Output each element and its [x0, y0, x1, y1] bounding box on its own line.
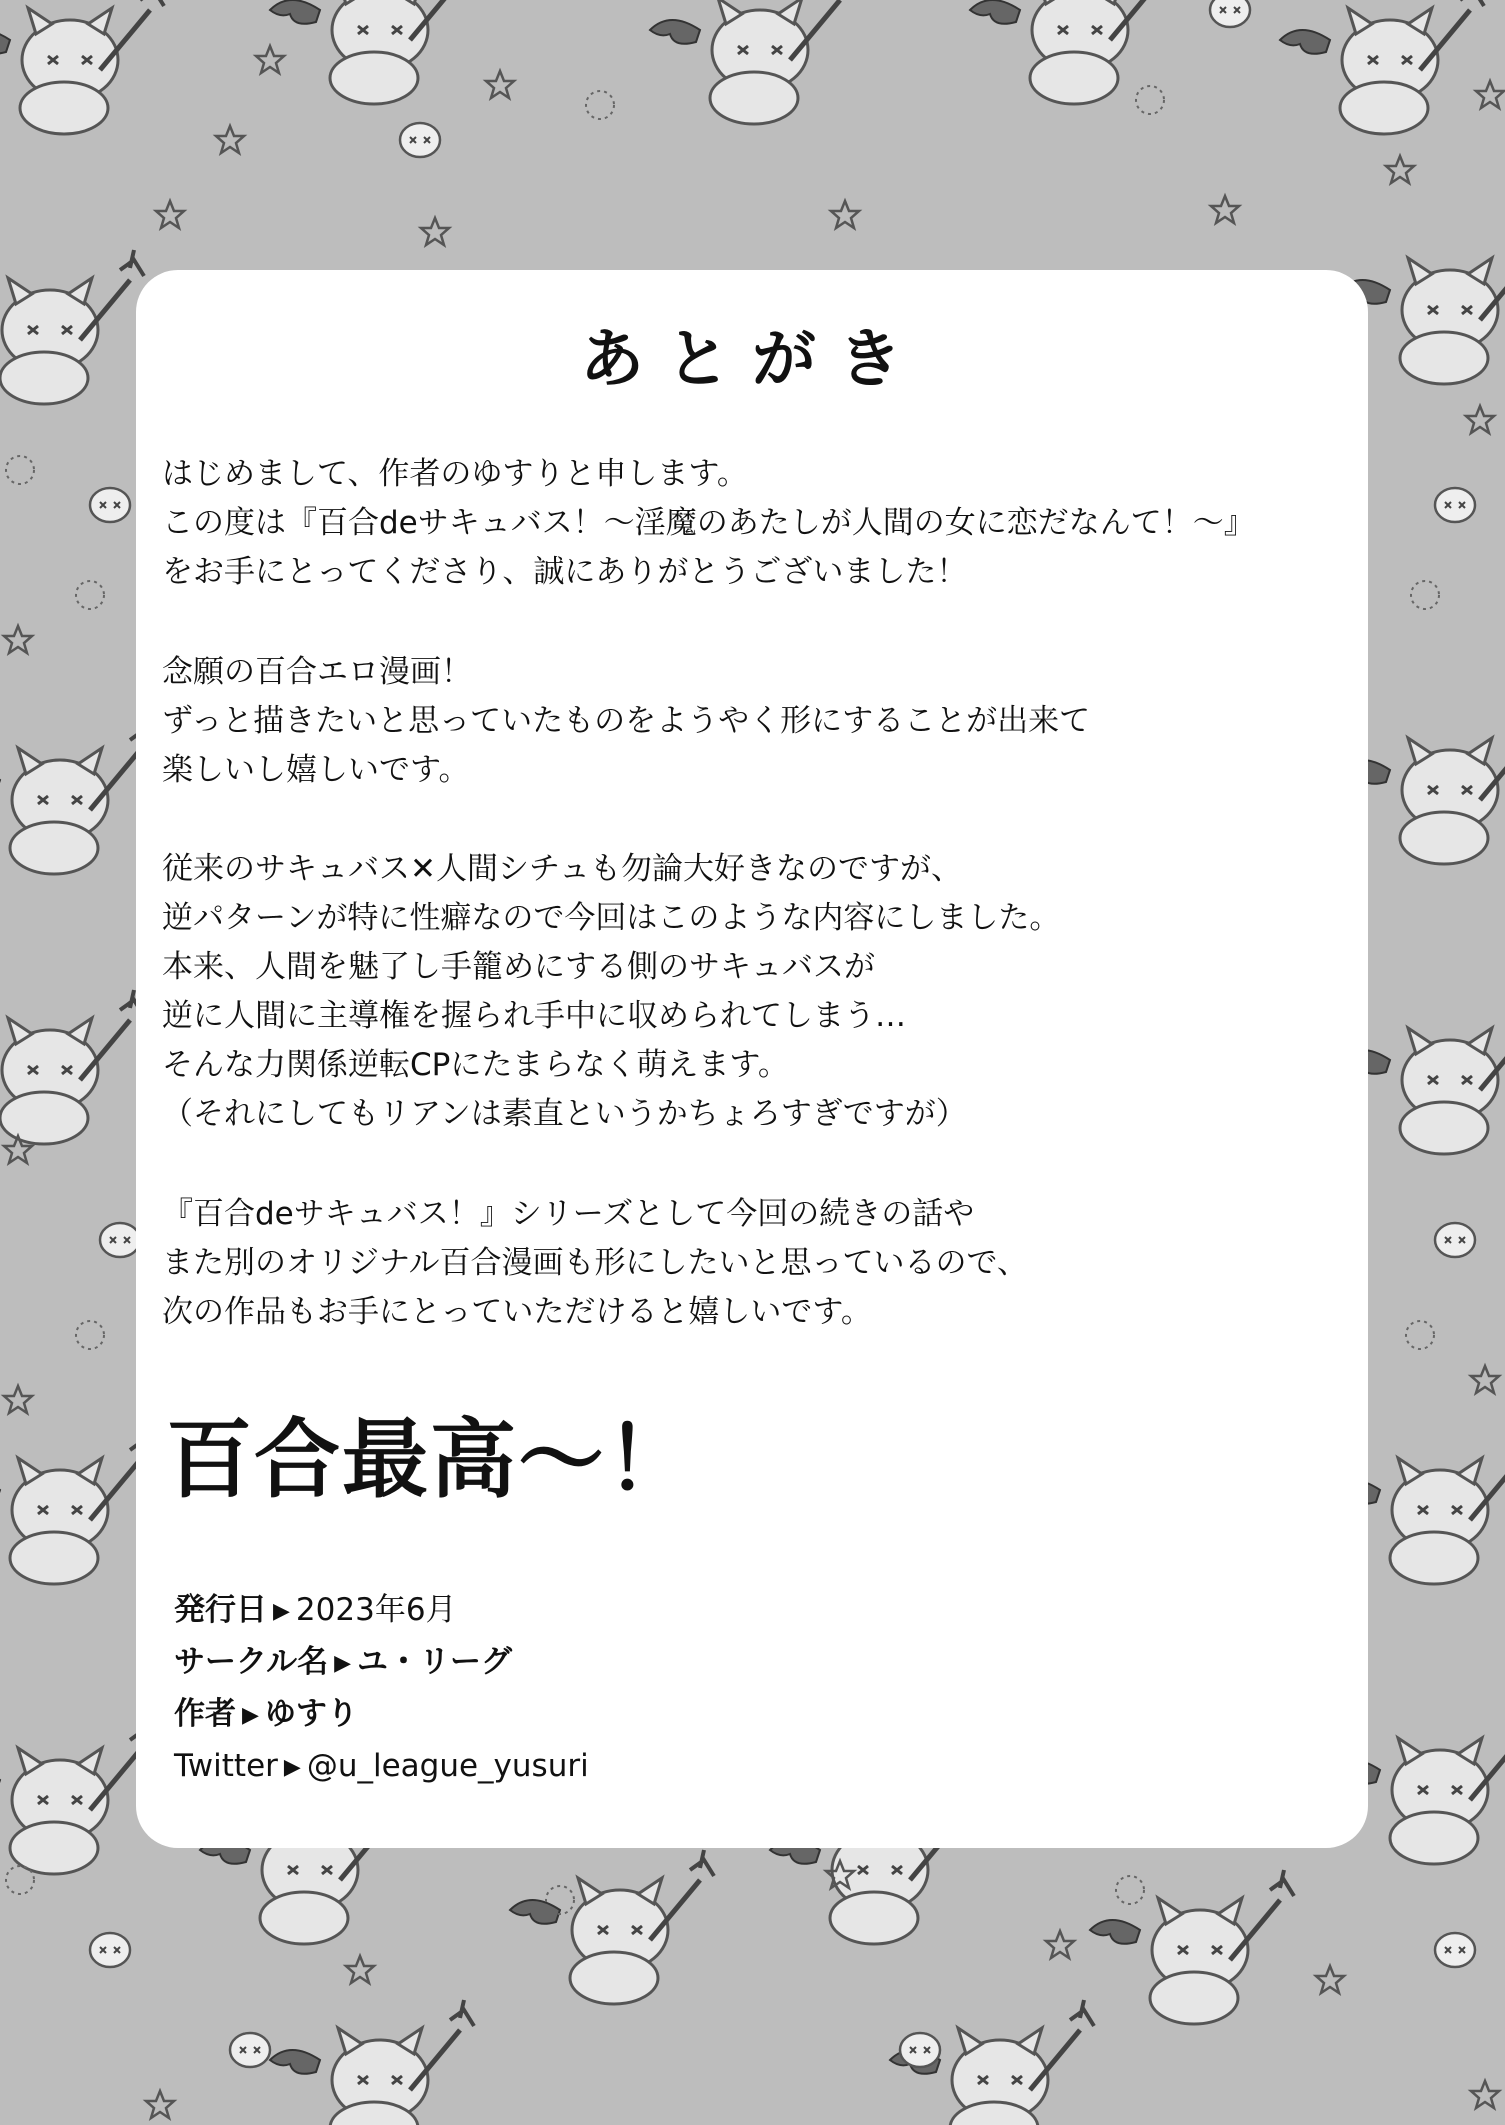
colophon-row-circle: [174, 1637, 589, 1689]
colophon-label: 発行日: [174, 1592, 267, 1628]
colophon-label: 作者: [174, 1696, 236, 1732]
colophon-row-date: [174, 1585, 589, 1637]
colophon-value: @u_league_yusuri: [306, 1748, 589, 1784]
text-line: そんな力関係逆転CPにたまらなく萌えます。: [162, 1047, 789, 1083]
text-line: 従来のサキュバス✕人間シチュも勿論大好きなのですが、: [162, 851, 963, 887]
colophon-value: ユ・リーグ: [357, 1644, 512, 1680]
text-line: をお手にとってくださり、誠にありがとうございました！: [162, 554, 968, 590]
text-line: 逆に人間に主導権を握られ手中に収められてしまう…: [162, 998, 906, 1034]
theme-paragraph: [162, 845, 1352, 1139]
text-line: （それにしてもリアンは素直というかちょろすぎですが）: [162, 1096, 967, 1132]
colophon-label: Twitter: [174, 1748, 278, 1784]
wish-paragraph: [162, 648, 1352, 795]
text-line: 『百合deサキュバス！』シリーズとして今回の続きの話や: [162, 1196, 975, 1232]
text-line: 楽しいし嬉しいです。: [162, 752, 470, 788]
colophon-row-author: [174, 1689, 589, 1741]
triangle-arrow-icon: ▶: [283, 1755, 301, 1780]
page-title: あとがき: [580, 323, 924, 397]
text-line: 本来、人間を魅了し手籠めにする側のサキュバスが: [162, 949, 875, 985]
text-line: 念願の百合エロ漫画！: [162, 654, 472, 690]
intro-paragraph: [162, 450, 1352, 597]
colophon-value: ゆすり: [264, 1696, 358, 1732]
afterword-card: [136, 270, 1368, 1848]
colophon-label: サークル名: [174, 1644, 329, 1680]
colophon: [174, 1585, 589, 1793]
text-line: 次の作品もお手にとっていただけると嬉しいです。: [162, 1294, 872, 1330]
text-line: はじめまして、作者のゆすりと申します。: [162, 456, 748, 492]
triangle-arrow-icon: ▶: [334, 1651, 351, 1676]
colophon-row-twitter: [174, 1741, 589, 1793]
triangle-arrow-icon: ▶: [242, 1703, 259, 1728]
shout-heading: 百合最高〜！: [166, 1410, 694, 1510]
text-line: この度は『百合deサキュバス！〜淫魔のあたしが人間の女に恋だなんて！〜』: [162, 505, 1255, 541]
series-paragraph: [162, 1190, 1352, 1337]
text-line: また別のオリジナル百合漫画も形にしたいと思っているので、: [162, 1245, 1028, 1281]
text-line: ずっと描きたいと思っていたものをようやく形にすることが出来て: [162, 703, 1091, 739]
triangle-arrow-icon: ▶: [273, 1599, 290, 1624]
text-line: 逆パターンが特に性癖なので今回はこのような内容にしました。: [162, 900, 1061, 936]
colophon-value: 2023年6月: [295, 1592, 457, 1628]
